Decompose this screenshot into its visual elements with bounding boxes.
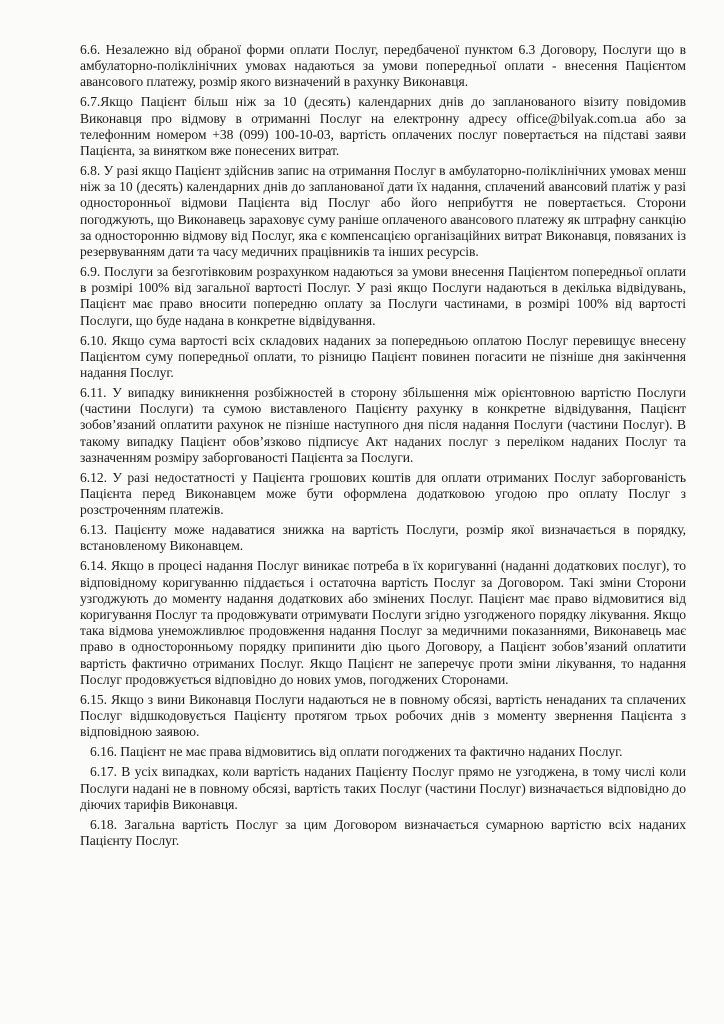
clause-6-9: 6.9. Послуги за безготівковим розрахунком надаються за умови внесення Пацієнтом попередньої оплати в розмірі 100% від загальної вартості Послуг. У разі якщо Послуги надаються в декілька відвідувань, Пацієнт має право вносити попередню оплату за Послуги частинами, в розмірі 100% від вартості Послуги, що буде надана в конкретне відвідування. [80,264,686,328]
clause-6-10: 6.10. Якщо сума вартості всіх складових наданих за попередньою оплатою Послуг перевищує внесену Пацієнтом суму попередньої оплати, то різницю Пацієнт повинен погасити не пізніше дня закінчення надання Послуг. [80,332,686,381]
clause-6-11: 6.11. У випадку виникнення розбіжностей в сторону збільшення між орієнтовною вартістю Послуги (частини Послуги) та сумою виставленого Пацієнту рахунку в конкретне відвідування, Пацієнт зобов’язаний оплатити рахунок не пізніше наступного дня після надання Послуги (частини Послуг). В такому випадку Пацієнт обов’язково підписує Акт наданих послуг з переліком наданих Послуг та зазначенням розміру заборгованості Пацієнта за Послуги. [80,385,686,465]
clause-6-14: 6.14. Якщо в процесі надання Послуг виникає потреба в їх коригуванні (наданні додаткових послуг), то відповідному коригуванню піддається і остаточна вартість Послуг за Договором. Такі зміни Сторони узгоджують до моменту надання додаткових або змінених Послуг. Пацієнт має право відмовитися від коригування Послуг та продовжувати отримувати Послуги згідно узгодженого порядку лікування. Якщо така відмова унеможливлює продовження надання Послуг за медичними показаннями, Виконавець має право в односторонньому порядку припинити дію цього Договору, а Пацієнт зобов’язаний оплатити вартість фактично отриманих Послуг. Якщо Пацієнт не заперечує проти зміни лікування, то надання Послуг продовжується відповідно до нових умов, погоджених Сторонами. [80,558,686,687]
clause-6-16: 6.16. Пацієнт не має права відмовитись від оплати погоджених та фактично наданих Послуг. [90,744,623,760]
clause-6-6: 6.6. Незалежно від обраної форми оплати Послуг, передбаченої пунктом 6.3 Договору, Послуги що в амбулаторно-поліклінічних умовах надаються за умови попередньої оплати - внесення Пацієнтом авансового платежу, розмір якого визначений в рахунку Виконавця. [80,42,686,90]
clause-6-17: 6.17. В усіх випадках, коли вартість наданих Пацієнту Послуг прямо не узгоджена, в тому числі коли Послуги надані не в повному обсязі, вартість таких Послуг (частини Послуг) визначається відповідно до діючих тарифів Виконавця. [80,764,686,812]
clause-6-18: 6.18. Загальна вартість Послуг за цим Договором визначається сумарною вартістю всіх наданих Пацієнту Послуг. [80,816,686,848]
clause-6-7: 6.7.Якщо Пацієнт більш ніж за 10 (десять) календарних днів до запланованого візиту повідомив Виконавця про відмову в отриманні Послуг на електронну адресу office@bilyak.com.ua або за телефонним номером +38 (099) 100-10-03, вартість оплачених послуг повертається на підставі заяви Пацієнта, за винятком вже понесених витрат. [80,94,686,159]
clause-6-15: 6.15. Якщо з вини Виконавця Послуги надаються не в повному обсязі, вартість ненаданих та сплачених Послуг відшкодовується Пацієнту протягом трьох робочих днів з моменту звернення Пацієнта з відповідною заявою. [80,691,686,740]
clause-6-13: 6.13. Пацієнту може надаватися знижка на вартість Послуги, розмір якої визначається в порядку, встановленому Виконавцем. [80,522,686,554]
clause-6-12: 6.12. У разі недостатності у Пацієнта грошових коштів для оплати отриманих Послуг заборгованість Пацієнта перед Виконавцем може бути оформлена додатковою угодою про оплату Послуг з розстроченням платежів. [80,469,686,518]
clause-6-8: 6.8. У разі якщо Пацієнт здійснив запис на отримання Послуг в амбулаторно-поліклінічних умовах менш ніж за 10 (десять) календарних днів до запланованої дати їх надання, сплачений авансовий платіж у разі односторонньої відмови Пацієнта від Послуг або його неприбуття не повертається. Сторони погоджують, що Виконавець зараховує суму раніше оплаченого авансового платежу як штрафну санкцію за односторонню відмову від Послуг, яка є компенсацією організаційних витрат Виконавця, повязаних із резервуванням дати та часу медичних працівників та інших ресурсів. [80,163,686,260]
